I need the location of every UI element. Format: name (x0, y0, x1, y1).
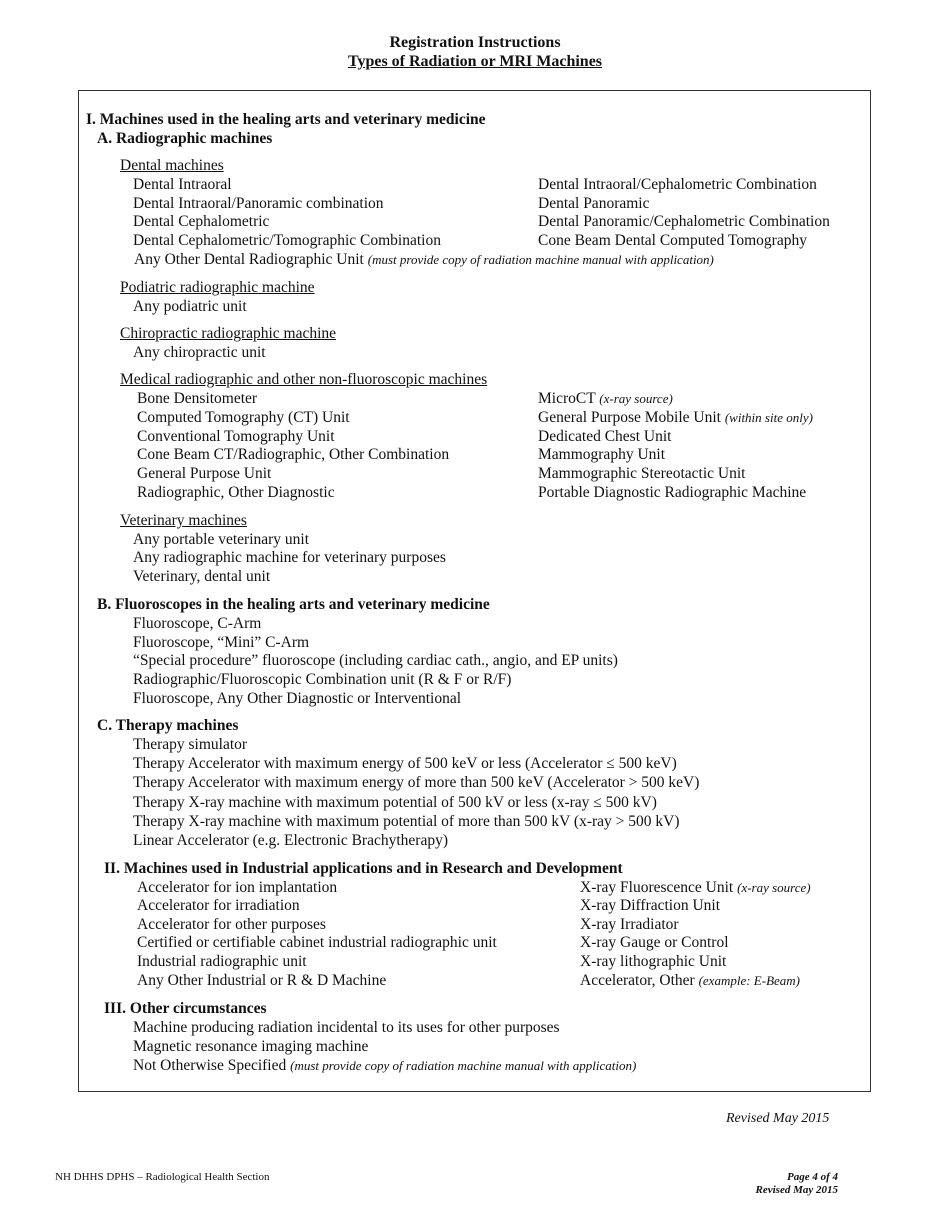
section-3-heading: III. Other circumstances (104, 1000, 267, 1017)
item-note: (example: E-Beam) (698, 973, 800, 988)
list-item: Bone Densitometer (137, 390, 258, 407)
list-item: Any portable veterinary unit (133, 531, 310, 548)
item-text: X-ray Fluorescence Unit (580, 879, 734, 896)
chiropractic-label: Chiropractic radiographic machine (120, 325, 337, 342)
list-item: Radiographic/Fluoroscopic Combination unit (R & F or R/F) (133, 671, 512, 688)
item-text: General Purpose Mobile Unit (538, 409, 721, 426)
item-text: Any Other Dental Radiographic Unit (134, 251, 364, 268)
veterinary-label: Veterinary machines (120, 512, 247, 529)
section-1-heading: I. Machines used in the healing arts and veterinary medicine (86, 111, 486, 128)
list-item: General Purpose Unit (137, 465, 272, 482)
item-text: MicroCT (538, 390, 596, 407)
medical-label: Medical radiographic and other non-fluoroscopic machines (120, 371, 488, 388)
list-item: X-ray lithographic Unit (580, 953, 727, 970)
list-item: Linear Accelerator (e.g. Electronic Brachytherapy) (133, 832, 448, 849)
list-item: Industrial radiographic unit (137, 953, 307, 970)
list-item: X-ray Gauge or Control (580, 934, 729, 951)
list-item: Therapy X-ray machine with maximum potential of more than 500 kV (x-ray > 500 kV) (133, 813, 680, 830)
list-item: Mammography Unit (538, 446, 665, 463)
footer-revised: Revised May 2015 (755, 1184, 838, 1196)
dental-label: Dental machines (120, 157, 224, 174)
list-item: Certified or certifiable cabinet industrial radiographic unit (137, 934, 497, 951)
list-item: Any radiographic machine for veterinary purposes (133, 549, 446, 566)
section-1b-heading: B. Fluoroscopes in the healing arts and veterinary medicine (97, 596, 490, 613)
list-item: Dedicated Chest Unit (538, 428, 672, 445)
list-item: Any Other Industrial or R & D Machine (137, 972, 387, 989)
list-item: Veterinary, dental unit (133, 568, 271, 585)
page-subtitle: Types of Radiation or MRI Machines (347, 53, 603, 70)
list-item: Accelerator for irradiation (137, 897, 300, 914)
list-item: Dental Cephalometric (133, 213, 270, 230)
item-note: (must provide copy of radiation machine manual with application) (367, 252, 714, 267)
footer-left: NH DHHS DPHS – Radiological Health Section (55, 1171, 270, 1183)
list-item: Fluoroscope, C-Arm (133, 615, 262, 632)
list-item (134, 250, 714, 269)
list-item: Fluoroscope, “Mini” C-Arm (133, 634, 310, 651)
podiatric-label: Podiatric radiographic machine (120, 279, 315, 296)
list-item: Cone Beam Dental Computed Tomography (538, 232, 807, 249)
list-item: Dental Intraoral (133, 176, 232, 193)
list-item: Mammographic Stereotactic Unit (538, 465, 746, 482)
list-item: Radiographic, Other Diagnostic (137, 484, 335, 501)
list-item (133, 1056, 636, 1075)
list-item: Therapy X-ray machine with maximum potential of 500 kV or less (x-ray ≤ 500 kV) (133, 794, 657, 811)
item-note: (x-ray source) (737, 880, 811, 895)
list-item (538, 389, 673, 408)
section-1c-heading: C. Therapy machines (97, 717, 239, 734)
list-item: Any chiropractic unit (133, 344, 266, 361)
item-note: (must provide copy of radiation machine manual with application) (290, 1058, 637, 1073)
list-item (580, 971, 800, 990)
list-item (580, 878, 811, 897)
list-item: X-ray Diffraction Unit (580, 897, 721, 914)
list-item: Fluoroscope, Any Other Diagnostic or Interventional (133, 690, 462, 707)
footer-page: Page 4 of 4 (786, 1171, 838, 1183)
list-item: Computed Tomography (CT) Unit (137, 409, 350, 426)
item-text: Not Otherwise Specified (133, 1057, 287, 1074)
list-item: Any podiatric unit (133, 298, 247, 315)
section-1a-heading: A. Radiographic machines (97, 130, 273, 147)
list-item: Dental Cephalometric/Tomographic Combination (133, 232, 441, 249)
list-item: Magnetic resonance imaging machine (133, 1038, 369, 1055)
list-item (538, 408, 813, 427)
item-note: (within site only) (724, 410, 813, 425)
list-item: Portable Diagnostic Radiographic Machine (538, 484, 807, 501)
revised-note: Revised May 2015 (726, 1111, 830, 1126)
list-item: Dental Intraoral/Panoramic combination (133, 195, 384, 212)
list-item: Therapy simulator (133, 736, 248, 753)
list-item: Machine producing radiation incidental to its uses for other purposes (133, 1019, 560, 1036)
page-title: Registration Instructions (389, 34, 561, 51)
item-text: Accelerator, Other (580, 972, 695, 989)
list-item: “Special procedure” fluoroscope (including cardiac cath., angio, and EP units) (133, 652, 618, 669)
list-item: Accelerator for ion implantation (137, 879, 338, 896)
list-item: Cone Beam CT/Radiographic, Other Combination (137, 446, 450, 463)
list-item: Therapy Accelerator with maximum energy of more than 500 keV (Accelerator > 500 keV) (133, 774, 700, 791)
list-item: Dental Panoramic/Cephalometric Combination (538, 213, 830, 230)
item-note: (x-ray source) (599, 391, 673, 406)
list-item: Dental Intraoral/Cephalometric Combination (538, 176, 817, 193)
list-item: Therapy Accelerator with maximum energy of 500 keV or less (Accelerator ≤ 500 keV) (133, 755, 677, 772)
list-item: X-ray Irradiator (580, 916, 679, 933)
list-item: Conventional Tomography Unit (137, 428, 335, 445)
list-item: Accelerator for other purposes (137, 916, 326, 933)
section-2-heading: II. Machines used in Industrial applications and in Research and Development (104, 860, 623, 877)
list-item: Dental Panoramic (538, 195, 650, 212)
